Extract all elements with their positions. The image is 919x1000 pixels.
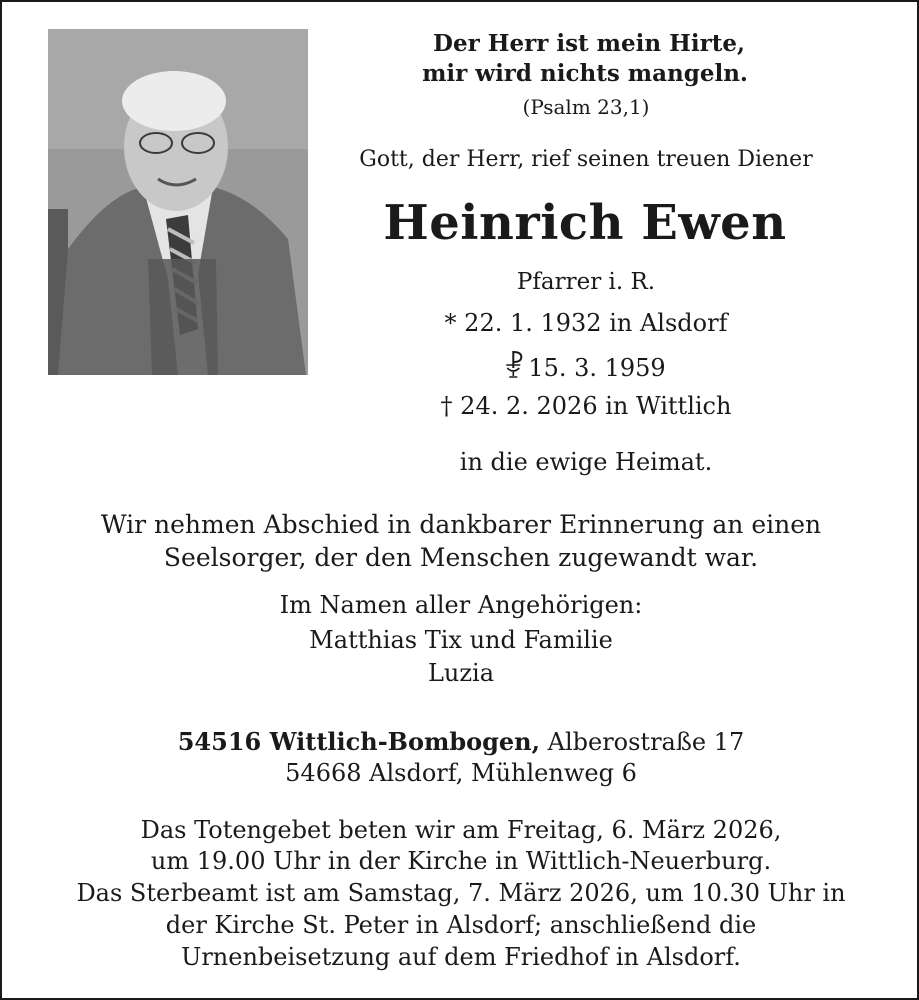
closing-intro: in die ewige Heimat. [459, 448, 713, 476]
address-line-1-rest: Alberostraße 17 [539, 728, 745, 756]
deceased-title: Pfarrer i. R. [516, 269, 656, 295]
service-line-1: Das Totengebet beten wir am Freitag, 6. März 2026, [140, 816, 782, 844]
verse-reference: (Psalm 23,1) [522, 95, 650, 119]
farewell-line-1: Wir nehmen Abschied in dankbarer Erinnerung an einen [100, 510, 822, 539]
farewell-line-2: Seelsorger, der den Menschen zugewandt war. [163, 543, 759, 572]
service-line-4: der Kirche St. Peter in Alsdorf; anschließend die [165, 911, 757, 939]
chi-rho-icon [504, 350, 526, 386]
portrait-photo [48, 29, 308, 375]
verse-line-2: mir wird nichts mangeln. [422, 60, 748, 87]
ordination-date-row [504, 350, 665, 386]
address-line-2: 54668 Alsdorf, Mühlenweg 6 [285, 759, 637, 787]
service-line-2: um 19.00 Uhr in der Kirche in Wittlich-Neuerburg. [150, 847, 772, 875]
birth-date: * 22. 1. 1932 in Alsdorf [444, 309, 728, 337]
verse-line-1: Der Herr ist mein Hirte, [433, 30, 745, 57]
service-line-5: Urnenbeisetzung auf dem Friedhof in Alsdorf. [181, 943, 741, 971]
portrait-photo-icon [48, 29, 308, 375]
death-date: † 24. 2. 2026 in Wittlich [440, 392, 732, 420]
address-line-1 [178, 727, 745, 756]
ordination-date: 15. 3. 1959 [528, 354, 666, 382]
mourners-line-1: Matthias Tix und Familie [309, 626, 613, 654]
intro-text: Gott, der Herr, rief seinen treuen Diener [359, 147, 813, 172]
service-line-3: Das Sterbeamt ist am Samstag, 7. März 2026, um 10.30 Uhr in [76, 879, 846, 907]
deceased-name: Heinrich Ewen [383, 195, 787, 251]
address-line-1-bold: 54516 Wittlich-Bombogen, [177, 727, 540, 756]
mourners-intro: Im Namen aller Angehörigen: [279, 591, 643, 619]
mourners-line-2: Luzia [427, 659, 495, 687]
